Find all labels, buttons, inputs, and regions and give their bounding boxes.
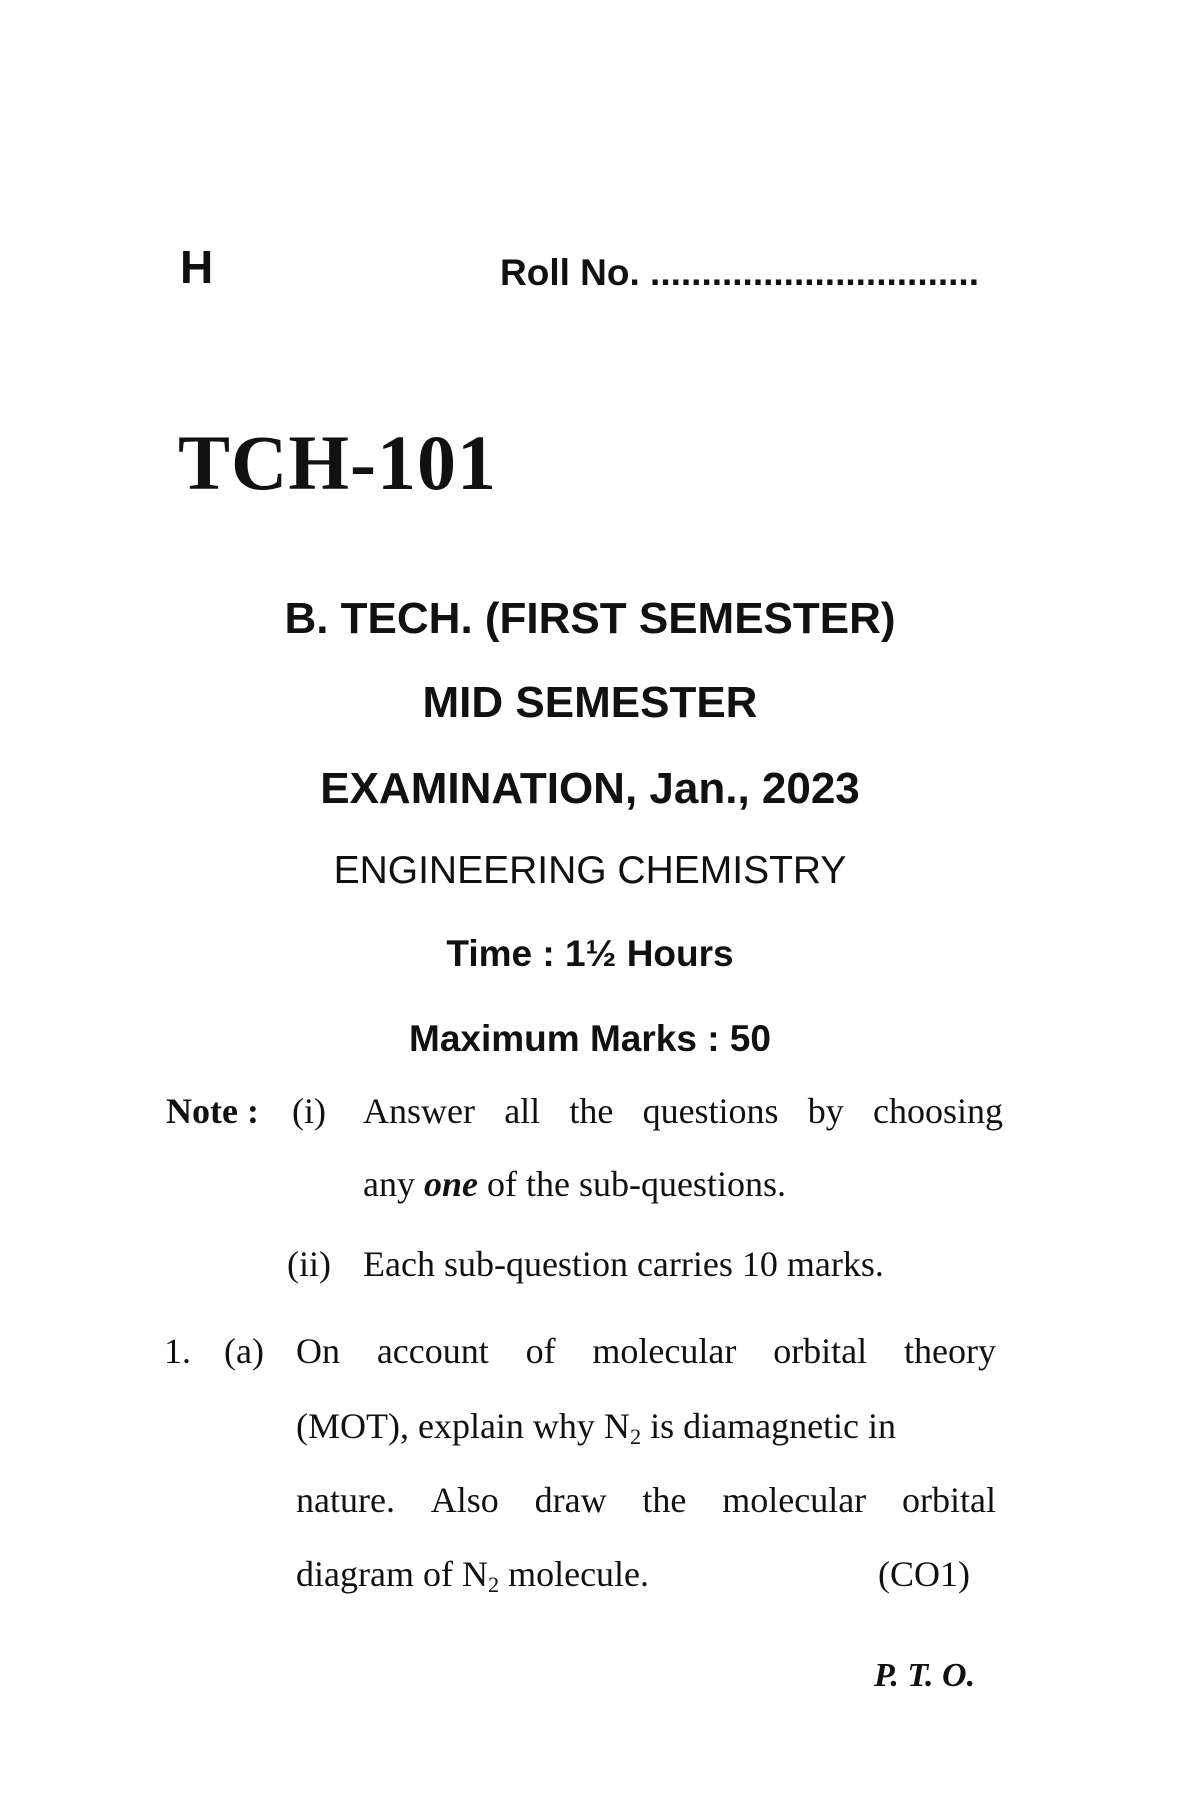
- note-item-text: Each sub-question carries 10 marks.: [363, 1244, 884, 1284]
- sub-question-label: (a): [224, 1331, 264, 1371]
- question-number: 1.: [164, 1331, 191, 1371]
- time-allowed: Time : 1½ Hours: [446, 933, 734, 974]
- subject-title: ENGINEERING CHEMISTRY: [333, 849, 847, 892]
- note-item-line: any one of the sub-questions.: [363, 1164, 786, 1204]
- exam-type: MID SEMESTER: [422, 678, 758, 727]
- roll-number-field: Roll No. ................................: [500, 252, 979, 293]
- question-text-line: On account of molecular orbital theory: [296, 1331, 996, 1371]
- set-code: H: [180, 241, 214, 293]
- note-word: by: [807, 1091, 844, 1131]
- note-word: questions: [642, 1091, 779, 1131]
- question-text-line: nature. Also draw the molecular orbital: [296, 1480, 996, 1520]
- note-item-number: (i): [292, 1091, 326, 1131]
- emphasis-text: one: [423, 1164, 478, 1204]
- question-text-line: diagram of $N_2$ molecule.: [296, 1554, 650, 1598]
- exam-session: EXAMINATION, Jan., 2023: [320, 764, 860, 813]
- question-text-line: (MOT), explain why $N_2$ is diamagnetic in: [296, 1406, 897, 1450]
- paper-code: TCH-101: [178, 419, 497, 506]
- note-word: Answer: [363, 1091, 475, 1131]
- note-label: Note :: [166, 1091, 259, 1131]
- pto-label: P. T. O.: [874, 1657, 976, 1694]
- program-title: B. TECH. (FIRST SEMESTER): [284, 594, 896, 643]
- note-item-number: (ii): [287, 1244, 331, 1284]
- course-outcome-tag: (CO1): [878, 1554, 970, 1594]
- note-item-line: [363, 1090, 1003, 1132]
- note-word: all: [504, 1091, 541, 1131]
- maximum-marks: Maximum Marks : 50: [409, 1018, 771, 1059]
- note-word: the: [569, 1091, 614, 1131]
- note-word: choosing: [872, 1091, 1003, 1131]
